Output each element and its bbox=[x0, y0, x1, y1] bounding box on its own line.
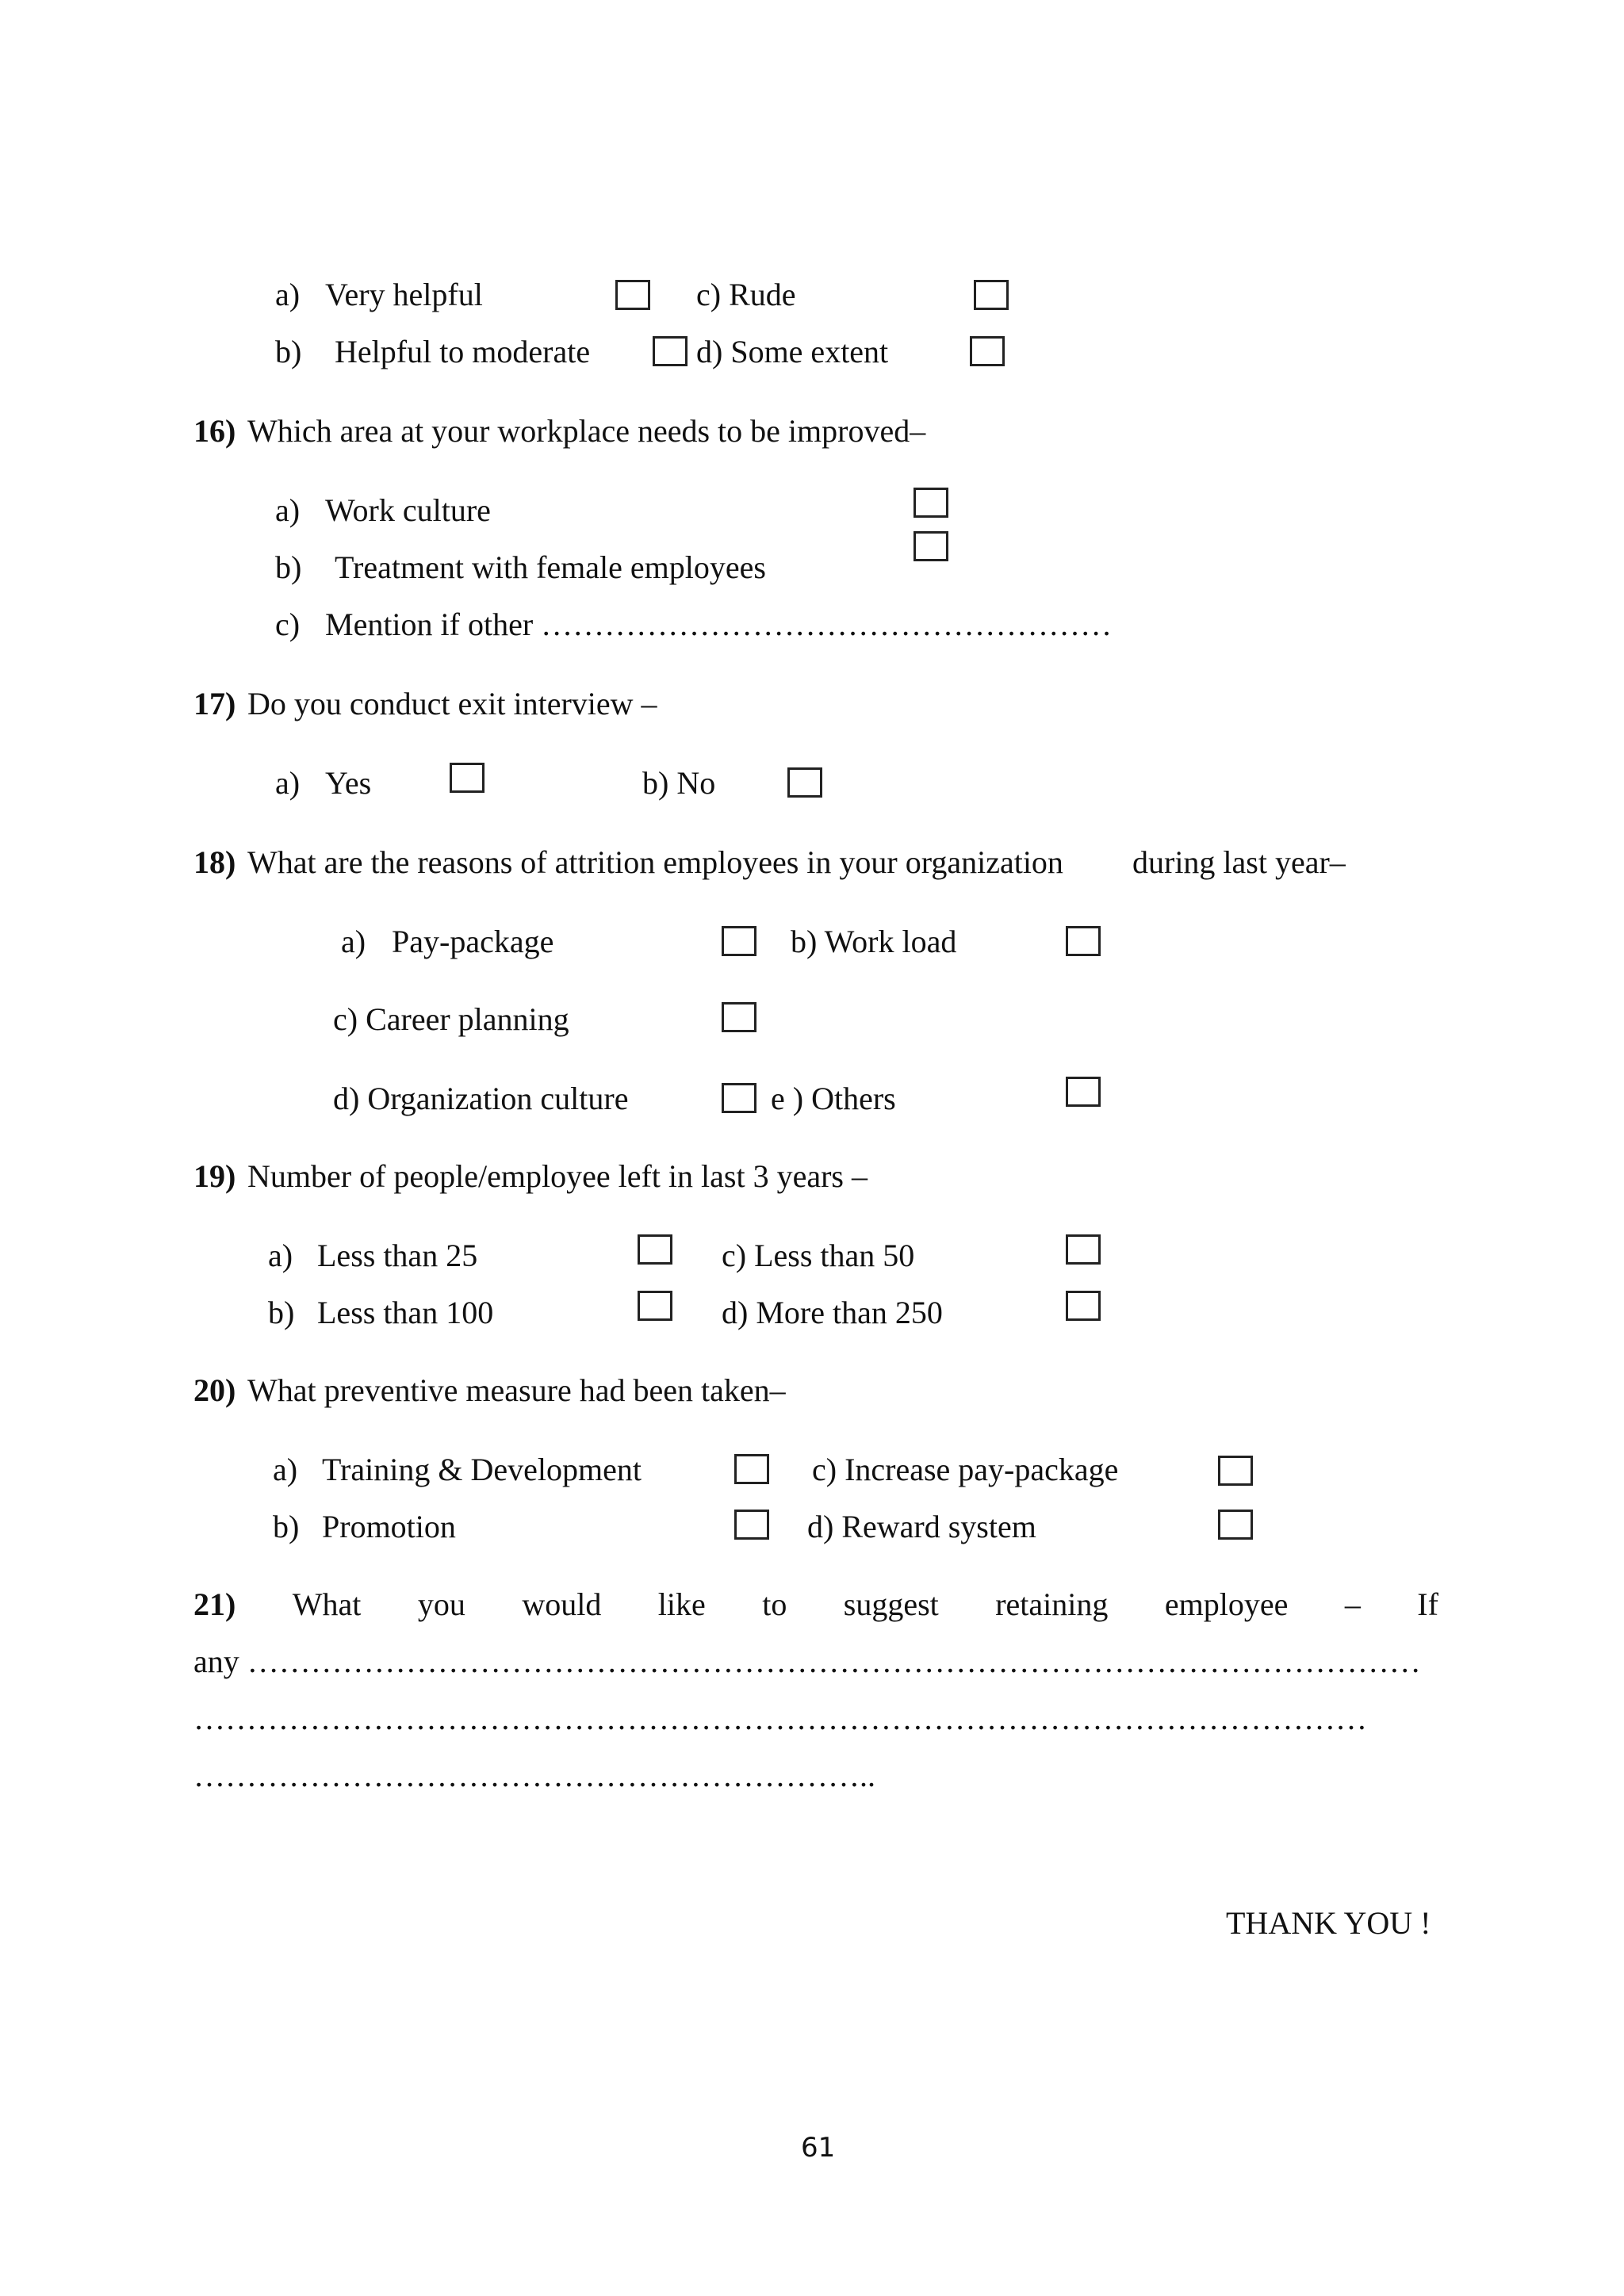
q19-question: Number of people/employee left in last 3 years – bbox=[247, 1158, 868, 1194]
q21-answer-line-1[interactable]: any ………………………………………………………………………………………………… bbox=[193, 1644, 1421, 1679]
closing-thank-you: THANK YOU ! bbox=[1226, 1905, 1431, 1941]
q21-word: would bbox=[522, 1586, 602, 1622]
q15-option-b-checkbox[interactable] bbox=[653, 336, 688, 366]
q18-option-a-letter: a) bbox=[341, 924, 366, 959]
q18-option-d-label: d) Organization culture bbox=[333, 1081, 629, 1116]
q18-question: What are the reasons of attrition employees in your organization bbox=[247, 844, 1063, 880]
q19-option-a-letter: a) bbox=[268, 1238, 293, 1273]
q18-option-c-checkbox[interactable] bbox=[722, 1002, 756, 1032]
q17-number: 17) bbox=[193, 686, 236, 721]
q16-option-c-letter: c) bbox=[275, 607, 301, 642]
q18-option-b-checkbox[interactable] bbox=[1066, 926, 1101, 956]
q18-option-c-label: c) Career planning bbox=[333, 1001, 569, 1037]
q19-number: 19) bbox=[193, 1158, 236, 1194]
q19-option-c-label: c) Less than 50 bbox=[722, 1238, 915, 1273]
q21-word: retaining bbox=[995, 1586, 1109, 1622]
q18-question-end: during last year– bbox=[1132, 844, 1346, 880]
q20-option-c-checkbox[interactable] bbox=[1218, 1456, 1253, 1486]
q20-option-a-checkbox[interactable] bbox=[734, 1454, 769, 1484]
page-number: 61 bbox=[801, 2132, 836, 2164]
q16-number: 16) bbox=[193, 413, 236, 449]
q21-word: suggest bbox=[843, 1586, 939, 1622]
q15-option-b-letter: b) bbox=[275, 334, 302, 369]
q20-option-d-label: d) Reward system bbox=[807, 1509, 1036, 1544]
q16-option-c-label: Mention if other ……………………………………………… bbox=[325, 607, 1113, 642]
q21-answer-line-3[interactable]: ……………………………………………………….. bbox=[193, 1758, 875, 1793]
q17-option-a-letter: a) bbox=[275, 765, 301, 801]
q16-option-a-checkbox[interactable] bbox=[914, 488, 948, 518]
q18-number: 18) bbox=[193, 844, 236, 880]
q17-option-a-label: Yes bbox=[325, 765, 372, 801]
q21-word: If bbox=[1417, 1586, 1438, 1622]
q20-option-a-label: Training & Development bbox=[322, 1452, 642, 1487]
q17-option-b-checkbox[interactable] bbox=[787, 767, 822, 798]
q18-option-a-label: Pay-package bbox=[392, 924, 554, 959]
q20-question: What preventive measure had been taken– bbox=[247, 1372, 786, 1408]
q19-option-d-label: d) More than 250 bbox=[722, 1295, 943, 1330]
q20-option-b-label: Promotion bbox=[322, 1509, 456, 1544]
q21-word: – bbox=[1344, 1586, 1361, 1622]
q21-word: you bbox=[417, 1586, 465, 1622]
q20-option-c-label: c) Increase pay-package bbox=[812, 1452, 1119, 1487]
q21-word: employee bbox=[1164, 1586, 1289, 1622]
q19-option-c-checkbox[interactable] bbox=[1066, 1234, 1101, 1265]
q15-option-a-letter: a) bbox=[275, 277, 301, 312]
q16-option-b-label: Treatment with female employees bbox=[335, 549, 766, 585]
q21-number: 21) bbox=[193, 1586, 236, 1622]
q17-option-b-label: b) No bbox=[642, 765, 716, 801]
q17-question: Do you conduct exit interview – bbox=[247, 686, 657, 721]
q20-number: 20) bbox=[193, 1372, 236, 1408]
q20-option-b-letter: b) bbox=[273, 1509, 300, 1544]
q18-option-d-checkbox[interactable] bbox=[722, 1083, 756, 1113]
q21-question-line bbox=[193, 1586, 1438, 1622]
q18-option-e-checkbox[interactable] bbox=[1066, 1077, 1101, 1107]
q19-option-a-checkbox[interactable] bbox=[638, 1234, 672, 1265]
q20-option-b-checkbox[interactable] bbox=[734, 1510, 769, 1540]
q20-option-d-checkbox[interactable] bbox=[1218, 1510, 1253, 1540]
q15-option-a-label: Very helpful bbox=[325, 277, 483, 312]
q16-option-b-letter: b) bbox=[275, 549, 302, 585]
q15-option-d-checkbox[interactable] bbox=[970, 336, 1005, 366]
q21-word: like bbox=[657, 1586, 706, 1622]
q21-word: What bbox=[292, 1586, 362, 1622]
q19-option-b-checkbox[interactable] bbox=[638, 1291, 672, 1321]
q15-option-c-label: c) Rude bbox=[696, 277, 796, 312]
q18-option-e-label: e ) Others bbox=[771, 1081, 896, 1116]
q21-answer-line-2[interactable]: ………………………………………………………………………………………………… bbox=[193, 1701, 1367, 1736]
q15-option-b-label: Helpful to moderate bbox=[335, 334, 591, 369]
q19-option-b-label: Less than 100 bbox=[317, 1295, 494, 1330]
q16-option-a-letter: a) bbox=[275, 492, 301, 528]
q15-option-a-checkbox[interactable] bbox=[615, 280, 650, 310]
q17-option-a-checkbox[interactable] bbox=[450, 763, 485, 793]
q19-option-d-checkbox[interactable] bbox=[1066, 1291, 1101, 1321]
q15-option-d-label: d) Some extent bbox=[696, 334, 889, 369]
q15-option-c-checkbox[interactable] bbox=[974, 280, 1009, 310]
q16-option-b-checkbox[interactable] bbox=[914, 531, 948, 561]
q19-option-b-letter: b) bbox=[268, 1295, 295, 1330]
q16-option-a-label: Work culture bbox=[325, 492, 491, 528]
q18-option-b-label: b) Work load bbox=[791, 924, 957, 959]
q20-option-a-letter: a) bbox=[273, 1452, 298, 1487]
q19-option-a-label: Less than 25 bbox=[317, 1238, 478, 1273]
q18-option-a-checkbox[interactable] bbox=[722, 926, 756, 956]
q21-word: to bbox=[762, 1586, 787, 1622]
q16-question: Which area at your workplace needs to be improved– bbox=[247, 413, 926, 449]
